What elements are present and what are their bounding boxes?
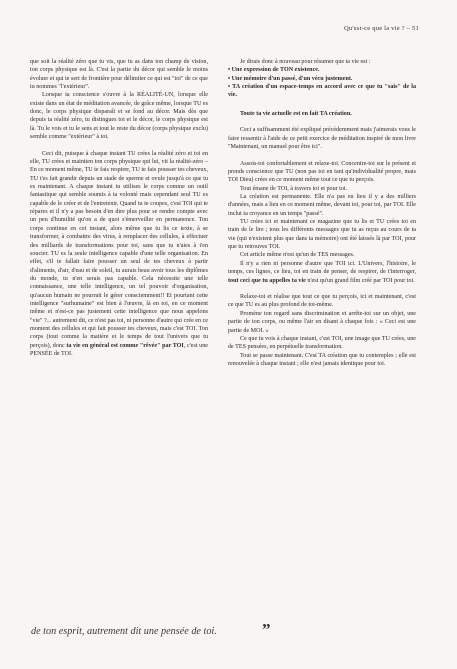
paragraph-left-2: Lorsque ta conscience s'ouvre à la RÉALITÉ-UN, lorsque elle existe dans un état de méditation avancée, de grâce même, lorsque TU es donc, le corps physique disparaît et se fond au décor. Mais dès que depuis ta réalité zéro, tu distingues toi et le décor, le corps physique est là. Tu le vois et tu le sens et tout le reste du décor (corps physique exclu) semble comme "extérieur" à toi. — [30, 92, 208, 141]
summary-conclusion: Toute ta vie actuelle est en fait TA création. — [240, 110, 352, 117]
summary-item-3: • TA création d'un espace-temps en accord avec ce que tu "sais" de la vie. — [228, 84, 416, 99]
left-column — [30, 58, 208, 358]
paragraph-article: Cet article même n'est qu'un de TES messages. — [240, 252, 355, 259]
paragraph-left-1: que soit la réalité zéro que tu vis, que tu as dans ton champ de vision, ton corps physique est là. C'est la partie du décor qui semble le moins évoluer et qui te sert de frontière pour délimiter ce qui est "toi" de ce que tu nommes "l'extérieur". — [30, 59, 208, 91]
closing-quote-mark: ” — [262, 620, 271, 639]
paragraph-creation: La création est permanente. Elle n'a pas eu lieu il y a des milliers d'années, mais a lieu en ce moment même, devant toi, pour toi, par TOI. Elle inclut ta croyance en un temps "passé". — [228, 194, 416, 217]
closing-line: de ton esprit, autrement dit une pensée de toi. — [31, 626, 217, 637]
paragraph-ce: Ce que tu vois à chaque instant, c'est TOI, une image que TU crées, une de TES pensées, en perpétuelle transformation. — [228, 335, 416, 351]
right-column — [228, 58, 416, 368]
summary-intro: Je dirais donc à nouveau pour résumer que ta vie est : — [240, 59, 371, 65]
paragraph-left-3-text: Ceci dit, puisque à chaque instant TU crées la réalité zéro et toi en elle, TU crées et maintien ton corps physique qui lui, vit la réalité-zéro – En ce moment même, TU te fais respirer, TU te fais pousser tes cheveux, TU t'es fait grandir depuis un stade de sperme et ovule jusqu'à ce que tu es maintenant. A chaque instant tu utilises le corps comme un outil fantastique qui semble soumis à ta volonté mais cependant seul TU es capable de le créer et de l'entretenir. Quand tu te coupes, c'est TOI qui te répares et il n'y a pas besoin d'en dire plus pour se rendre compte avec un peu d'humilité qu'on a de quoi s'émerveiller en permanence. Ton corps continue en cet instant, alors même que tu lis ce texte, à se transformer, à combattre des virus, à remplacer des cellules, à effectuer des milliards de transformations pour toi, sans que tu n'aies à t'en soucier. TU es la seule intelligence capable d'une telle organisation. En effet, s'il te fallait faire pousser un seul de tes cheveux à partir d'aliments, d'air, d'eau et de soleil, tu aurais beau avoir tous les diplômes du monde, tu n'en serais pas capable. Cela nécessite une telle connaissance, une telle intelligence, un tel pouvoir d'organisation, qu'aucun humain ne pourrait le gérer consciemment!! Et pourtant cette intelligence "surhumaine" est bien à l'œuvre, là en toi, en ce moment même et n'est-ce pas justement cette intelligence que nous appelons "vie" ?... autrement dit, ce n'est pas toi, ni personne d'autre qui crée en ce moment des cellules et qui fait pousser tes cheveux, mais c'est TOI. Ton corps (tout comme la matière et le temps de tout l'univers que tu perçois), donc — [30, 150, 208, 349]
paragraph-magazine: TU crées ici et maintenant ce magazine que tu lis et TU crées toi en train de le lire ; tous les différents messages que tu as reçus au cours de ta vie (qui n'existent plus que dans ta mémoire) ont été laissés là par TOI, pour que tu retrouves TOI. — [228, 219, 416, 251]
paragraph-tout: Tout émane de TOI, à travers toi et pour toi. — [240, 185, 348, 192]
paragraph-left-3 — [30, 150, 208, 359]
paragraph-left-3-emphasis: ta vie en général est comme "rêvée" par TOI — [66, 342, 184, 349]
paragraph-relaxe: Relaxe-toi et réalise que tout ce que tu perçois, ici et maintenant, c'est ce que TU es au plus profond de toi-même. — [228, 294, 416, 309]
paragraph-passe: Tout se passe maintenant. C'est TA création que tu contemples ; elle est renouvelée à chaque instant ; elle n'est jamais identique pour toi. — [228, 352, 416, 367]
paragraph-meditation: Ceci a suffisamment été expliqué précédemment mais j'aimerais vous le faire ressentir à l'aide de ce petit exercice de méditation inspiré de mon livre "Maintenant, un manuel pour être ici". — [228, 127, 416, 151]
paragraph-promene: Promène ton regard sans discrimination et arrête-toi sur un objet, une partie de ton corps, ou même l'air en disant à chaque fois : « Ceci est une partie de MOI. » — [228, 310, 416, 334]
paragraph-rien-emphasis: tout ceci que tu appelles ta vie — [228, 277, 306, 284]
paragraph-left-3-end: , c'est une PENSÉE de TOI. — [30, 342, 208, 357]
paragraph-rien-text: Il n'y a rien ni personne d'autre que TOI ici. L'Univers, l'histoire, le temps, ces lignes, ce lieu, toi en train de penser, de respirer, de t'interroger, — [228, 260, 416, 276]
summary-item-1: • Une expression de TON existence. — [228, 67, 320, 74]
summary-item-2: • Une mémoire d'un passé, d'un vécu justement. — [228, 75, 353, 82]
paragraph-rien — [228, 260, 416, 285]
running-header: Qu'est-ce que la vie ? – 51 — [343, 25, 419, 32]
paragraph-assois: Assois-toi confortablement et relaxe-toi. Concentre-toi sur le présent et prends conscience que TU (non pas toi en tant qu'individualité propre, mais TOI Dieu) crées en ce moment même tout ce que tu perçois. — [228, 160, 416, 184]
paragraph-rien-end: n'est qu'un grand film créé par TOI pour toi. — [307, 277, 415, 284]
